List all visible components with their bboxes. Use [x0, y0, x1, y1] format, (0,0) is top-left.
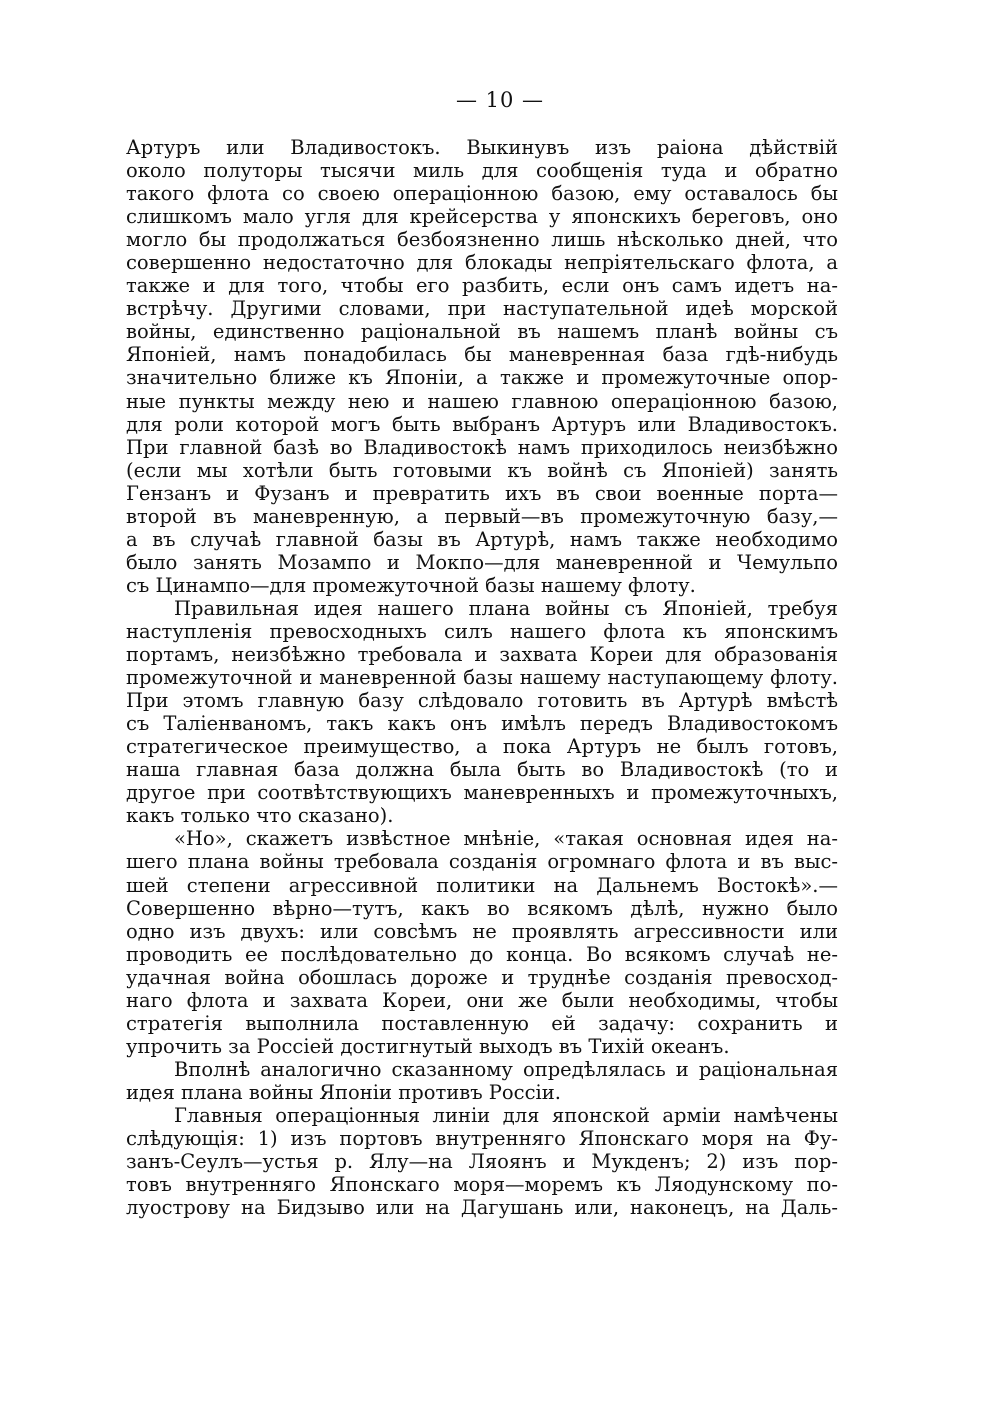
text-line: портамъ, неизбѣжно требовала и захвата Кореи для образованiя: [126, 643, 838, 667]
text-line: встрѣчу. Другими словами, при наступательной идеѣ морской: [126, 297, 838, 321]
body-text: [126, 136, 838, 1219]
text-line: Артуръ или Владивостокъ. Выкинувъ изъ раiона дѣйствiй: [126, 136, 838, 159]
text-line: При этомъ главную базу слѣдовало готовить въ Артурѣ вмѣстѣ: [126, 689, 838, 713]
text-line: занъ-Сеулъ—устья р. Ялу—на Ляоянъ и Мукденъ; 2) изъ пор-: [126, 1150, 838, 1174]
text-line: наша главная база должна была быть во Владивостокѣ (то и: [126, 758, 838, 782]
text-line: При главной базѣ во Владивостокѣ намъ приходилось неизбѣжно: [126, 435, 838, 459]
text-line: упрочить за Россiей достигнутый выходъ въ Тихiй океанъ.: [126, 1034, 730, 1058]
text-line: шей степени агрессивной политики на Дальнемъ Востокѣ».—: [126, 873, 838, 897]
text-line: такого флота со своею операцiонною базою, ему оставалось бы: [126, 182, 838, 206]
text-line: слѣдующiя: 1) изъ портовъ внутренняго Японскаго моря на Фу-: [126, 1127, 838, 1151]
text-line: съ Талiенваномъ, такъ какъ онъ имѣлъ передъ Владивостокомъ: [126, 712, 838, 736]
text-line: было занять Мозампо и Мокпо—для маневренной и Чемульпо: [126, 550, 838, 574]
text-line: луострову на Бидзыво или на Дагушань или, наконецъ, на Даль-: [126, 1196, 838, 1220]
text-line: какъ только что сказано).: [126, 804, 394, 828]
text-line: слишкомъ мало угля для крейсерства у японскихъ береговъ, оно: [126, 205, 838, 229]
text-line: а въ случаѣ главной базы въ Артурѣ, намъ также необходимо: [126, 527, 838, 551]
text-line: наго флота и захвата Кореи, они же были необходимы, чтобы: [126, 988, 838, 1012]
text-line: около полуторы тысячи миль для сообщенiя туда и обратно: [126, 159, 838, 183]
text-line: для роли которой могъ быть выбранъ Артуръ или Владивостокъ.: [126, 412, 838, 436]
text-line: Совершенно вѣрно—тутъ, какъ во всякомъ дѣлѣ, нужно было: [126, 896, 838, 920]
text-line: второй въ маневренную, а первый—въ промежуточную базу,—: [126, 504, 838, 528]
text-line: съ Цинампо—для промежуточной базы нашему флоту.: [126, 573, 696, 597]
text-line: также и для того, чтобы его разбить, если онъ самъ идетъ на-: [126, 274, 838, 298]
text-line: Японiей, намъ понадобилась бы маневренная база гдѣ-нибудь: [126, 343, 838, 367]
text-line: Гензанъ и Фузанъ и превратить ихъ въ свои военные порта—: [126, 481, 838, 505]
text-line: одно изъ двухъ: или совсѣмъ не проявлять агрессивности или: [126, 919, 838, 943]
text-line: проводить ее послѣдовательно до конца. Во всякомъ случаѣ не-: [126, 942, 838, 966]
text-line: шего плана войны требовала созданiя огромнаго флота и въ выс-: [126, 850, 838, 874]
text-line: стратегiя выполнила поставленную ей задачу: сохранить и: [126, 1011, 838, 1035]
text-line: наступленiя превосходныхъ силъ нашего флота къ японскимъ: [126, 619, 838, 643]
text-line: войны, единственно рацiональной въ нашемъ планѣ войны съ: [126, 320, 838, 344]
text-line: (если мы хотѣли быть готовыми къ войнѣ съ Японiей) занять: [126, 458, 838, 482]
text-line: Главныя операцiонныя линiи для японской армiи намѣчены: [174, 1103, 838, 1127]
text-line: «Но», скажетъ извѣстное мнѣнiе, «такая основная идея на-: [174, 827, 838, 851]
text-line: промежуточной и маневренной базы нашему наступающему флоту.: [126, 666, 838, 690]
text-line: ные пункты между нею и нашею главною операцiонною базою,: [126, 389, 838, 413]
text-line: стратегическое преимущество, а пока Артуръ не былъ готовъ,: [126, 735, 838, 759]
text-line: значительно ближе къ Японiи, а также и промежуточные опор-: [126, 366, 838, 390]
text-line: могло бы продолжаться безбоязненно лишь нѣсколько дней, что: [126, 228, 838, 252]
text-line: другое при соотвѣтствующихъ маневренныхъ и промежуточныхъ,: [126, 781, 838, 805]
page-number: — 10 —: [455, 88, 545, 112]
text-line: товъ внутренняго Японскаго моря—моремъ къ Ляодунскому по-: [126, 1173, 838, 1197]
text-line: идея плана войны Японiи противъ Россiи.: [126, 1080, 561, 1104]
text-line: удачная война обошлась дороже и труднѣе созданiя превосход-: [126, 965, 838, 989]
text-line: Правильная идея нашего плана войны съ Японiей, требуя: [174, 596, 838, 620]
text-line: совершенно недостаточно для блокады непрiятельскаго флота, а: [126, 251, 838, 275]
text-line: Вполнѣ аналогично сказанному опредѣлялась и рацiональная: [174, 1057, 838, 1081]
